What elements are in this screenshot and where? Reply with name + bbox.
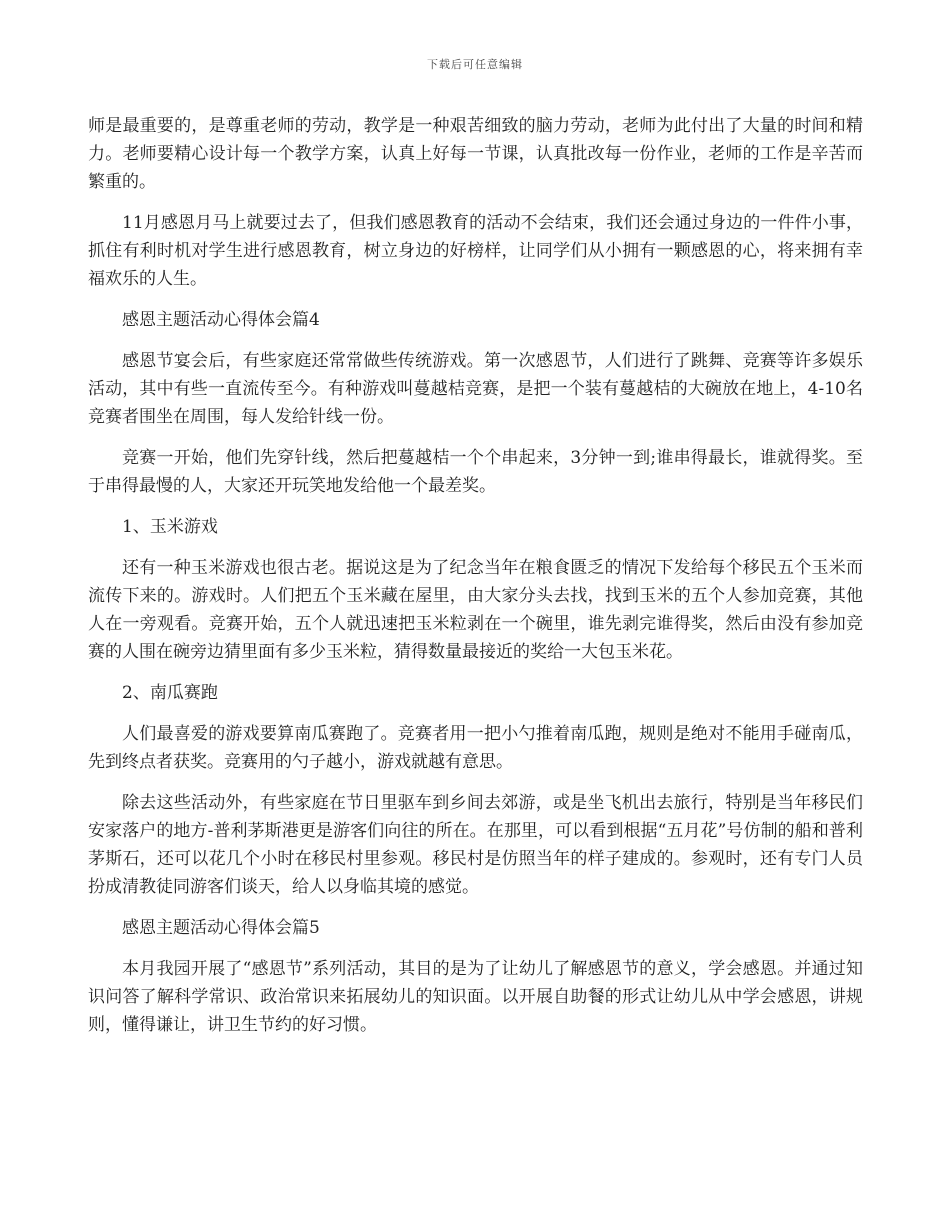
paragraph: 竞赛一开始，他们先穿针线，然后把蔓越桔一个个串起来，3分钟一到;谁串得最长，谁就得奖。至于串得最慢的人，大家还开玩笑地发给他一个最差奖。 [88,448,863,496]
paragraph: 还有一种玉米游戏也很古老。据说这是为了纪念当年在粮食匮乏的情况下发给每个移民五个玉米而流传下来的。游戏时。人们把五个玉米藏在屋里，由大家分头去找，找到玉米的五个人参加竞赛，其他人在一旁观看。竞赛开始，五个人就迅速把玉米粒剥在一个碗里，谁先剥完谁得奖，然后由没有参加竞赛的人围在碗旁边猜里面有多少玉米粒，猜得数量最接近的奖给一大包玉米花。 [88,558,863,662]
page-header: 下载后可任意编辑 [427,58,523,71]
subsection-heading: 2、南瓜赛跑 [122,683,218,703]
paragraph: 感恩节宴会后，有些家庭还常常做些传统游戏。第一次感恩节，人们进行了跳舞、竞赛等许多娱乐活动，其中有些一直流传至今。有种游戏叫蔓越桔竞赛，是把一个装有蔓越桔的大碗放在地上，4-10名竞赛者围坐在周围，每人发给针线一份。 [88,351,863,427]
document-body [88,112,863,1052]
paragraph: 本月我园开展了“感恩节”系列活动，其目的是为了让幼儿了解感恩节的意义，学会感恩。并通过知识问答了解科学常识、政治常识来拓展幼儿的知识面。以开展自助餐的形式让幼儿从中学会感恩，讲规则，懂得谦让，讲卫生节约的好习惯。 [88,959,863,1035]
paragraph: 人们最喜爱的游戏要算南瓜赛跑了。竞赛者用一把小勺推着南瓜跑，规则是绝对不能用手碰南瓜，先到终点者获奖。竞赛用的勺子越小，游戏就越有意思。 [88,724,863,772]
section-heading: 感恩主题活动心得体会篇4 [122,310,320,330]
subsection-heading: 1、玉米游戏 [122,517,218,537]
paragraph: 师是最重要的，是尊重老师的劳动，教学是一种艰苦细致的脑力劳动，老师为此付出了大量的时间和精力。老师要精心设计每一个教学方案，认真上好每一节课，认真批改每一份作业，老师的工作是辛苦而繁重的。 [88,116,863,192]
paragraph: 除去这些活动外，有些家庭在节日里驱车到乡间去郊游，或是坐飞机出去旅行，特别是当年移民们安家落户的地方-普利茅斯港更是游客们向往的所在。在那里，可以看到根据“五月花”号仿制的船和普利茅斯石，还可以花几个小时在移民村里参观。移民村是仿照当年的样子建成的。参观时，还有专门人员扮成清教徒同游客们谈天，给人以身临其境的感觉。 [88,793,863,897]
section-heading: 感恩主题活动心得体会篇5 [122,918,320,938]
paragraph: 11月感恩月马上就要过去了，但我们感恩教育的活动不会结束，我们还会通过身边的一件件小事，抓住有利时机对学生进行感恩教育，树立身边的好榜样，让同学们从小拥有一颗感恩的心，将来拥有幸福欢乐的人生。 [88,213,863,289]
